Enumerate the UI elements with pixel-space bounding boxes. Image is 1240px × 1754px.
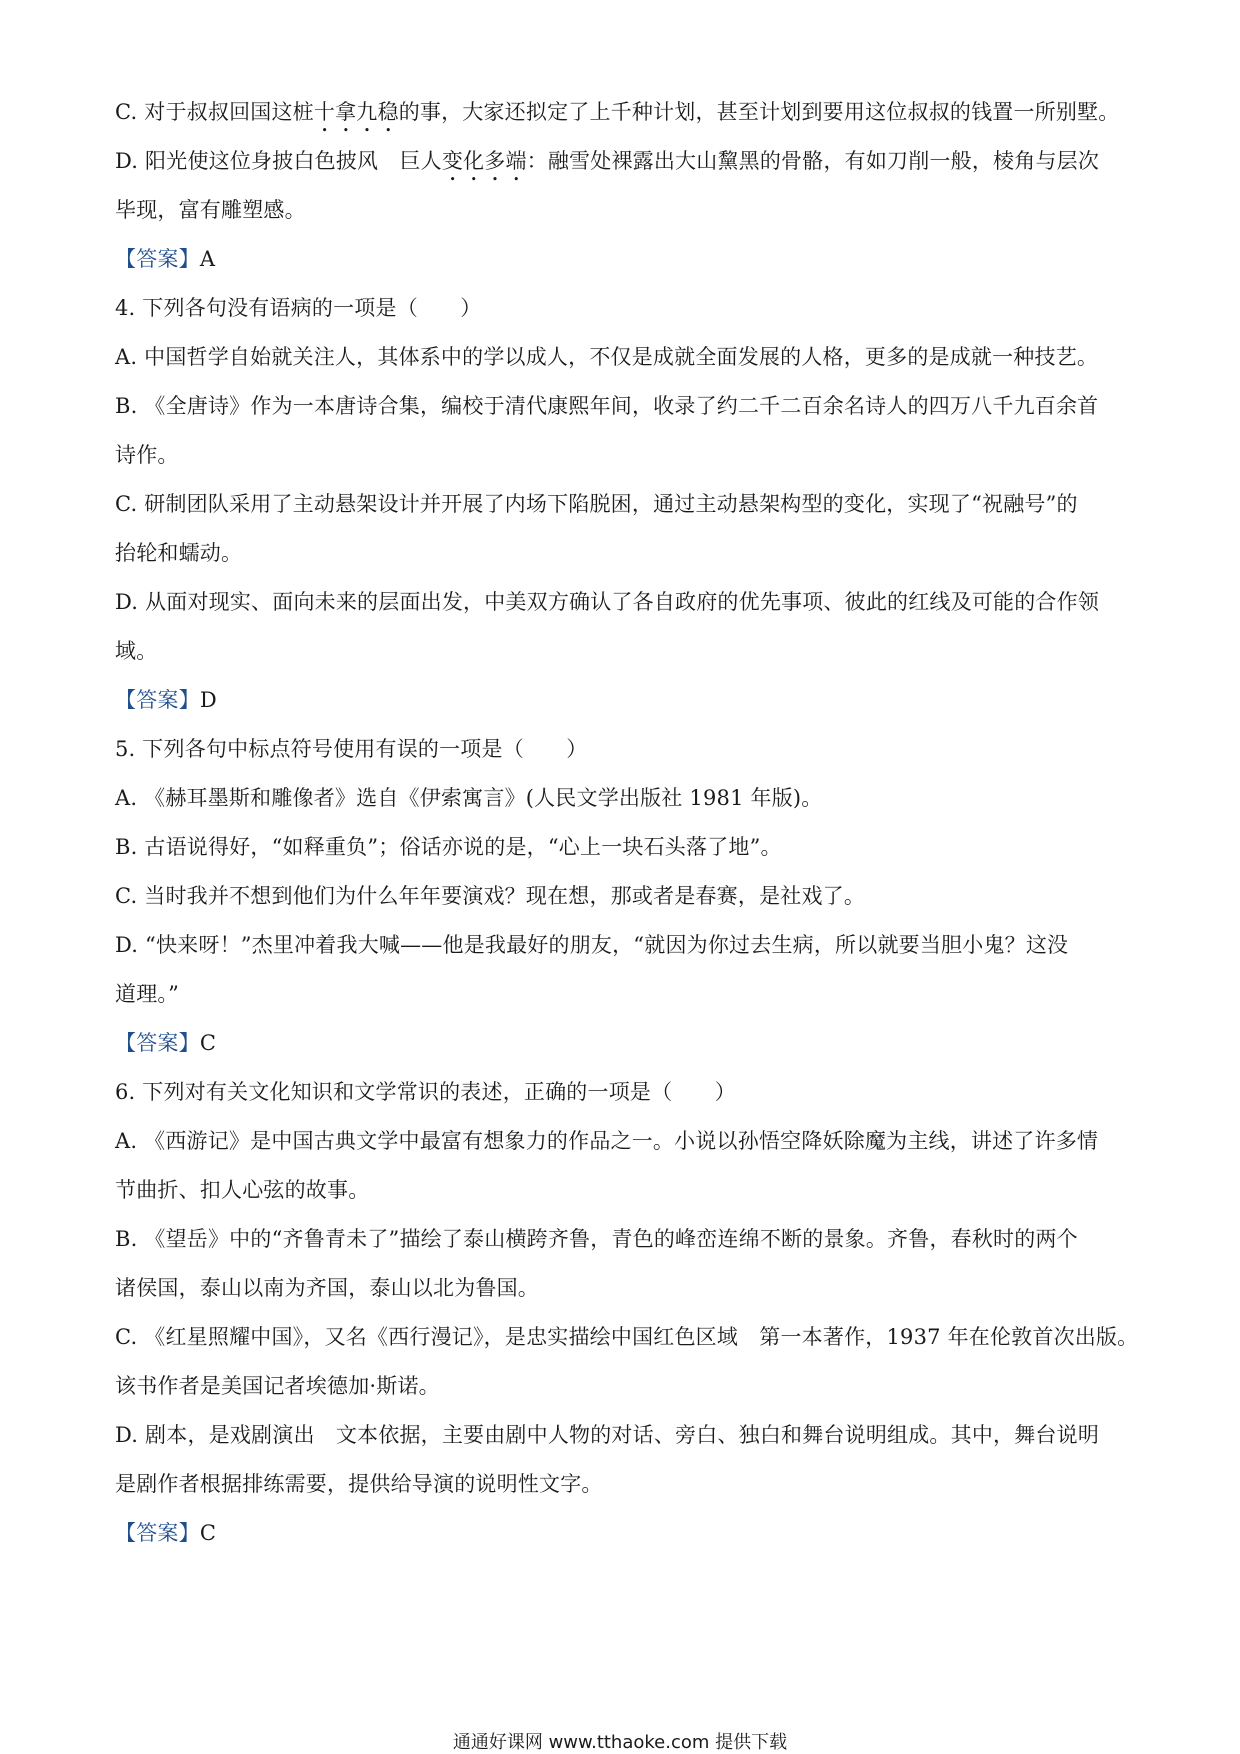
q6-option-b-line1: B. 《望岳》中的“齐鲁青未了”描绘了泰山横跨齐鲁，青色的峰峦连绵不断的景象。齐鲁，春秋时的两个 bbox=[115, 1227, 1078, 1251]
q3-option-d-before: D. 阳光使这位身披白色披风 巨人 bbox=[115, 149, 442, 173]
q4-option-d-line2: 域。 bbox=[115, 639, 158, 663]
q5-option-b: B. 古语说得好，“如释重负”；俗话亦说的是，“心上一块石头落了地”。 bbox=[115, 835, 782, 859]
q4-option-d-line1: D. 从面对现实、面向未来的层面出发，中美双方确认了各自政府的优先事项、彼此的红线及可能的合作领 bbox=[115, 590, 1100, 614]
q3-option-c-after: 的事，大家还拟定了上千种计划，甚至计划到要用这位叔叔的钱置一所别墅。 bbox=[398, 100, 1120, 124]
q6-option-a-line2: 节曲折、扣人心弦的故事。 bbox=[115, 1178, 370, 1202]
q3-option-d-after: ：融雪处裸露出大山黧黑的骨骼，有如刀削一般，棱角与层次 bbox=[526, 149, 1100, 173]
answer-label: 【答案】 bbox=[115, 1031, 200, 1055]
q5-option-a: A. 《赫耳墨斯和雕像者》选自《伊索寓言》(人民文学出版社 1981 年版)。 bbox=[115, 786, 823, 810]
document-body bbox=[115, 88, 1139, 1558]
q6-stem: 6. 下列对有关文化知识和文学常识的表述，正确的一项是（ ） bbox=[115, 1080, 736, 1104]
q6-option-d-line1: D. 剧本，是戏剧演出 文本依据，主要由剧中人物的对话、旁白、独白和舞台说明组成。其中，舞台说明 bbox=[115, 1423, 1100, 1447]
q6-option-c-line2: 该书作者是美国记者埃德加·斯诺。 bbox=[115, 1374, 440, 1398]
answer-label: 【答案】 bbox=[115, 688, 200, 712]
q5-option-d-line1: D. “快来呀！”杰里冲着我大喊——他是我最好的朋友，“就因为你过去生病，所以就要当胆小鬼？这没 bbox=[115, 933, 1069, 957]
answer-value: A bbox=[199, 247, 216, 271]
q5-option-d-line2: 道理。” bbox=[115, 982, 180, 1006]
q6-option-b-line2: 诸侯国，泰山以南为齐国，泰山以北为鲁国。 bbox=[115, 1276, 539, 1300]
q3-option-c-before: C. 对于叔叔回国这桩 bbox=[115, 100, 314, 124]
q6-option-d-line2: 是剧作者根据排练需要，提供给导演的说明性文字。 bbox=[115, 1472, 603, 1496]
q3-answer bbox=[115, 235, 1130, 284]
q5-stem: 5. 下列各句中标点符号使用有误的一项是（ ） bbox=[115, 737, 588, 761]
q6-option-a-line1: A. 《西游记》是中国古典文学中最富有想象力的作品之一。小说以孙悟空降妖除魔为主线，讲述了许多情 bbox=[115, 1129, 1099, 1153]
q6-option-c-line1: C. 《红星照耀中国》，又名《西行漫记》，是忠实描绘中国红色区域 第一本著作，1937 年在伦敦首次出版。 bbox=[115, 1325, 1139, 1349]
answer-label: 【答案】 bbox=[115, 1521, 200, 1545]
q3-option-c bbox=[115, 88, 1130, 137]
q3-option-d bbox=[115, 137, 1130, 186]
answer-value: C bbox=[199, 1521, 217, 1545]
q4-option-c-line1: C. 研制团队采用了主动悬架设计并开展了内场下陷脱困，通过主动悬架构型的变化，实现了“祝融号”的 bbox=[115, 492, 1078, 516]
q4-option-a: A. 中国哲学自始就关注人，其体系中的学以成人，不仅是成就全面发展的人格，更多的是成就一种技艺。 bbox=[115, 345, 1099, 369]
page-footer: 通通好课网 www.tthaoke.com 提供下载 bbox=[452, 1732, 788, 1753]
q6-answer bbox=[115, 1509, 1130, 1558]
answer-value: D bbox=[199, 688, 217, 712]
answer-value: C bbox=[199, 1031, 217, 1055]
answer-label: 【答案】 bbox=[115, 247, 200, 271]
q3-option-d-dotted: 变化多端 bbox=[441, 149, 527, 173]
q4-stem: 4. 下列各句没有语病的一项是（ ） bbox=[115, 296, 482, 320]
q4-option-b-line2: 诗作。 bbox=[115, 443, 179, 467]
q5-answer bbox=[115, 1019, 1130, 1068]
q5-option-c: C. 当时我并不想到他们为什么年年要演戏？现在想，那或者是春赛，是社戏了。 bbox=[115, 884, 866, 908]
q4-answer bbox=[115, 676, 1130, 725]
q4-option-c-line2: 抬轮和蠕动。 bbox=[115, 541, 243, 565]
q3-option-c-dotted: 十拿九稳 bbox=[313, 100, 399, 124]
q3-option-d-line2: 毕现，富有雕塑感。 bbox=[115, 198, 306, 222]
q4-option-b-line1: B. 《全唐诗》作为一本唐诗合集，编校于清代康熙年间，收录了约二千二百余名诗人的四万八千九百余首 bbox=[115, 394, 1099, 418]
